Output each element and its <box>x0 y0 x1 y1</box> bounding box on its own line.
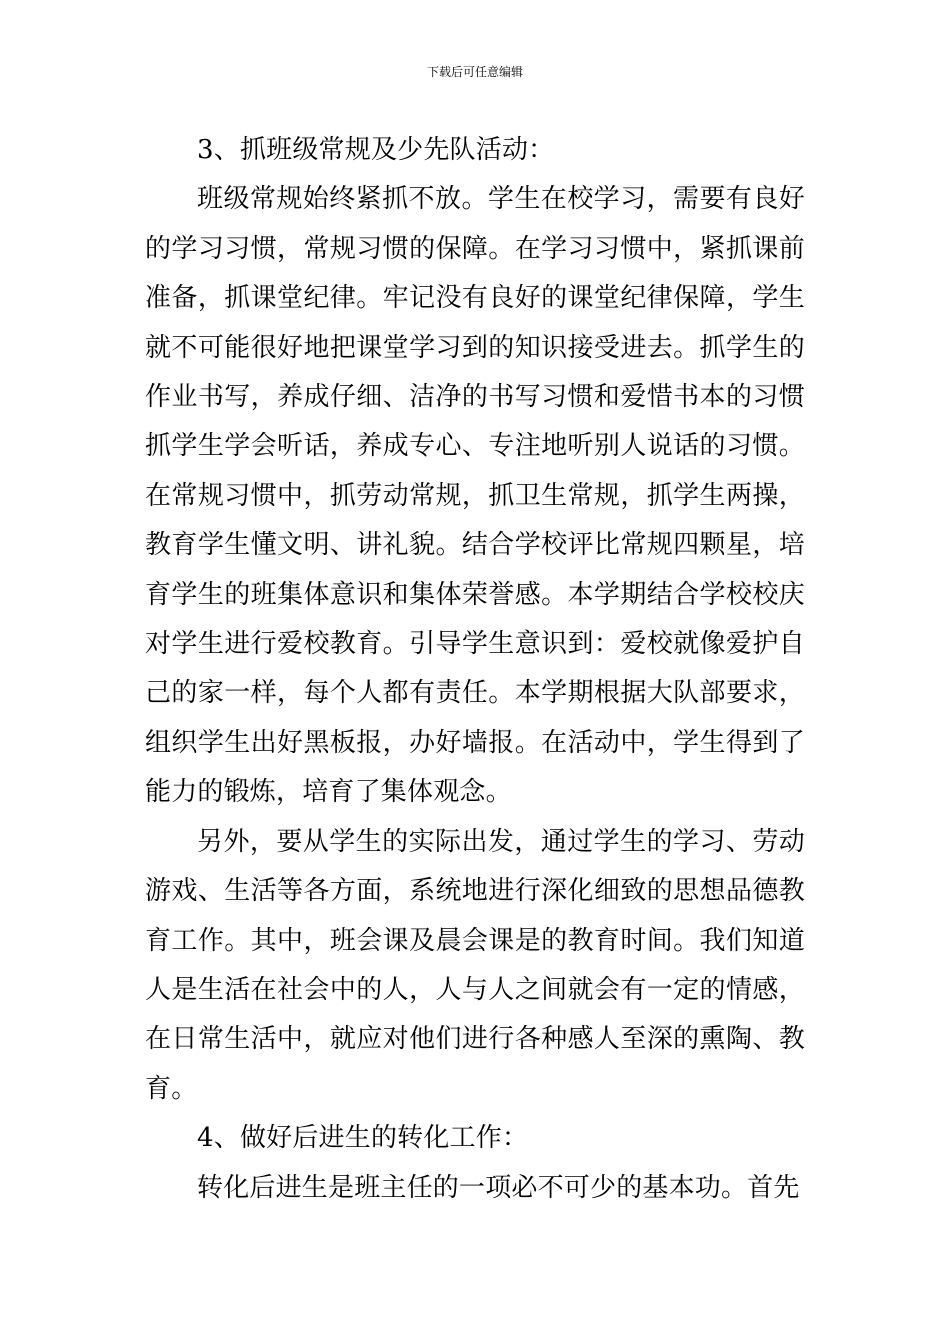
paragraph-class-routine: 班级常规始终紧抓不放。学生在校学习，需要有良好的学习习惯，常规习惯的保障。在学习习惯中，紧抓课前准备，抓课堂纪律。牢记没有良好的课堂纪律保障，学生就不可能很好地把课堂学习到的知识接受进去。抓学生的作业书写，养成仔细、洁净的书写习惯和爱惜书本的习惯抓学生学会听话，养成专心、专注地听别人说话的习惯。在常规习惯中，抓劳动常规，抓卫生常规，抓学生两操，教育学生懂文明、讲礼貌。结合学校评比常规四颗星，培育学生的班集体意识和集体荣誉感。本学期结合学校校庆对学生进行爱校教育。引导学生意识到：爱校就像爱护自己的家一样，每个人都有责任。本学期根据大队部要求，组织学生出好黑板报，办好墙报。在活动中，学生得到了能力的锻炼，培育了集体观念。 <box>145 184 805 808</box>
paragraph-underachievers: 转化后进生是班主任的一项必不可少的基本功。首先 <box>197 1172 800 1203</box>
page-header: 下载后可任意编辑 <box>426 65 523 79</box>
section-heading-3: 3、抓班级常规及少先队活动： <box>197 135 555 165</box>
paragraph-moral-education: 另外，要从学生的实际出发，通过学生的学习、劳动游戏、生活等各方面，系统地进行深化细致的思想品德教育工作。其中，班会课及晨会课是的教育时间。我们知道人是生活在社会中的人，人与人之间就会有一定的情感，在日常生活中，就应对他们进行各种感人至深的熏陶、教育。 <box>145 826 805 1104</box>
section-heading-4: 4、做好后进生的转化工作： <box>197 1123 529 1154</box>
document-body <box>145 126 805 1213</box>
